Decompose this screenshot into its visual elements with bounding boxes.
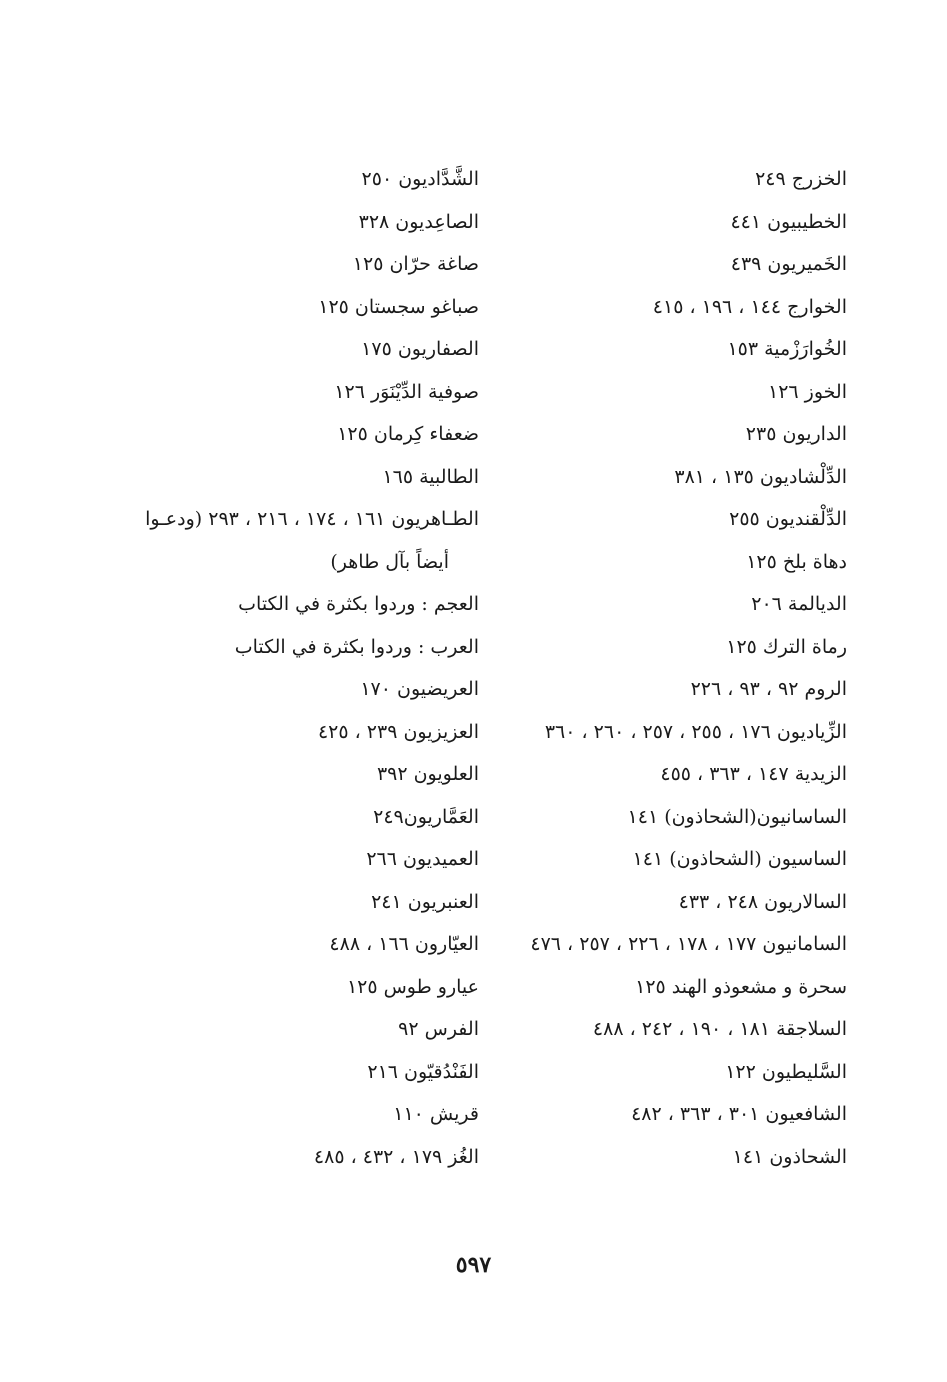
index-entry: صباغو سجستان ١٢٥ [318, 295, 479, 318]
index-entry: الصاعِديون ٣٢٨ [358, 210, 479, 233]
index-entry: صوفية الدِّيْنَوَر ١٢٦ [334, 380, 479, 403]
index-entry: السلاجقة ١٨١ ، ١٩٠ ، ٢٤٢ ، ٤٨٨ [592, 1018, 847, 1040]
index-entry: الصفاريون ١٧٥ [361, 338, 479, 360]
index-entry: الغُز ١٧٩ ، ٤٣٢ ، ٤٨٥ [313, 1145, 479, 1168]
index-entry: الخزرج ٢٤٩ [755, 168, 847, 190]
index-entry: الساسيون (الشحاذون) ١٤١ [632, 848, 847, 870]
index-entry: قريش ١١٠ [393, 1103, 479, 1125]
index-entry: الفَنْدُقيّون ٢١٦ [367, 1060, 479, 1083]
index-entry: الخُوارَزْمية ١٥٣ [727, 338, 847, 360]
index-entry-continuation: أيضاً بآل طاهر) [330, 550, 449, 573]
index-entry: سحرة و مشعوذو الهند ١٢٥ [635, 975, 847, 998]
index-entry: السامانيون ١٧٧ ، ١٧٨ ، ٢٢٦ ، ٢٥٧ ، ٤٧٦ [530, 933, 847, 955]
index-entry: العميديون ٢٦٦ [366, 848, 479, 870]
index-entry: الداريون ٢٣٥ [745, 423, 847, 445]
index-entry: الطالبية ١٦٥ [382, 465, 479, 488]
index-entry: الطـاهريون ١٦١ ، ١٧٤ ، ٢١٦ ، ٢٩٣ (ودعـوا [145, 508, 479, 530]
index-entry: الخوز ١٢٦ [768, 380, 847, 403]
index-entry: رماة الترك ١٢٥ [726, 635, 847, 658]
index-entry: الشَّدَّاديون ٢٥٠ [361, 168, 479, 190]
index-entry: الزيدية ١٤٧ ، ٣٦٣ ، ٤٥٥ [660, 763, 847, 785]
index-entry: عيارو طوس ١٢٥ [346, 975, 479, 998]
index-entry: الروم ٩٢ ، ٩٣ ، ٢٢٦ [690, 678, 847, 700]
index-entry: صاغة حرّان ١٢٥ [352, 253, 479, 275]
index-entry: دهاة بلخ ١٢٥ [746, 550, 847, 573]
index-entry: العزيزيون ٢٣٩ ، ٤٢٥ [317, 720, 479, 743]
index-entry: الدِّلْقنديون ٢٥٥ [729, 508, 847, 530]
index-entry: العَمَّاريون٢٤٩ [373, 805, 479, 828]
index-entry: الساسانيون(الشحاذون) ١٤١ [627, 805, 847, 828]
index-entry: الديالمة ٢٠٦ [751, 593, 847, 615]
index-entry: السَّليطيون ١٢٢ [725, 1060, 847, 1083]
index-entry: السالاريون ٢٤٨ ، ٤٣٣ [678, 890, 847, 913]
index-entry: الخَميريون ٤٣٩ [730, 253, 847, 275]
index-entry: العجم : وردوا بكثرة في الكتاب [238, 593, 479, 615]
index-entry: الفرس ٩٢ [398, 1018, 479, 1040]
index-entry: العلويون ٣٩٢ [376, 763, 479, 785]
index-entry: العريضيون ١٧٠ [360, 678, 479, 700]
index-entry: الخطيبيون ٤٤١ [730, 210, 847, 233]
index-entry: الدِّلْشاديون ١٣٥ ، ٣٨١ [674, 465, 847, 488]
index-entry: الزِّياديون ١٧٦ ، ٢٥٥ ، ٢٥٧ ، ٢٦٠ ، ٣٦٠ [544, 720, 847, 743]
index-column-right [517, 158, 847, 1178]
index-entry: العنبريون ٢٤١ [371, 890, 479, 913]
index-entry: الشافعيون ٣٠١ ، ٣٦٣ ، ٤٨٢ [631, 1103, 847, 1125]
index-entry: الخوارج ١٤٤ ، ١٩٦ ، ٤١٥ [652, 295, 847, 318]
index-entry: الشحاذون ١٤١ [732, 1145, 847, 1168]
index-entry: ضعفاء كِرمان ١٢٥ [337, 423, 479, 445]
index-column-left [119, 158, 479, 1178]
index-entry: العيّارون ١٦٦ ، ٤٨٨ [329, 933, 479, 955]
index-entry: العرب : وردوا بكثرة في الكتاب [234, 635, 479, 658]
page-number: ٥٩٧ [455, 1252, 492, 1278]
